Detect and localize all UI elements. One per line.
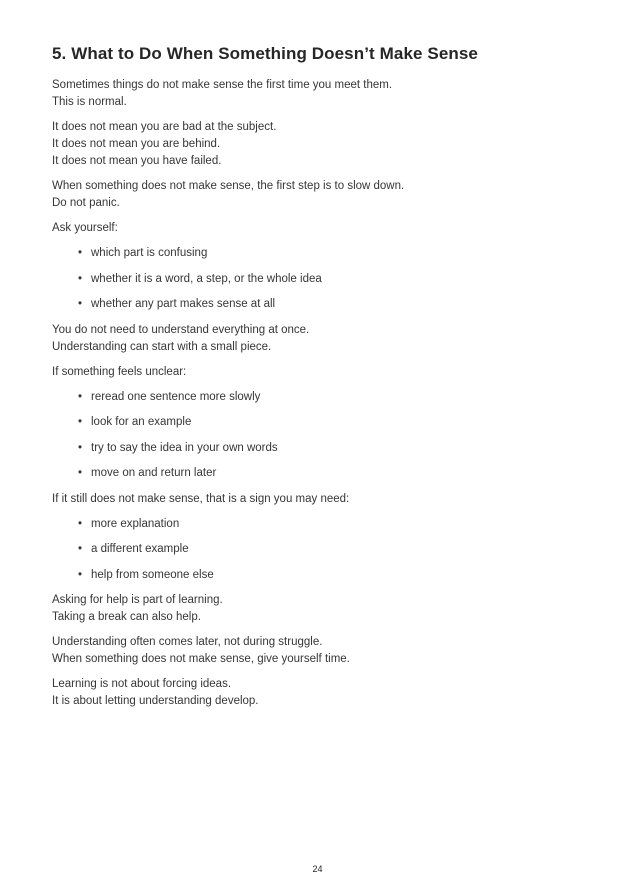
paragraph [52,364,583,381]
bullet-icon: • [78,390,83,403]
page-number: 24 [312,864,323,874]
list-item-text: whether any part makes sense at all [91,298,276,310]
paragraph [52,491,583,508]
paragraph-line: Taking a break can also help. [52,611,201,623]
paragraph-line: Sometimes things do not make sense the first time you meet them. [52,79,393,91]
section-heading: 5. What to Do When Something Doesn’t Make Sense [52,44,478,63]
document-body [52,77,583,710]
bullet-icon: • [78,568,83,581]
list-item [78,271,583,288]
bullet-icon: • [78,517,83,530]
list-item [78,296,583,313]
paragraph-line: Learning is not about forcing ideas. [52,678,232,690]
list-item [78,245,583,262]
list-item [78,541,583,558]
paragraph-line: When something does not make sense, the first step is to slow down. [52,180,405,192]
paragraph [52,77,583,111]
bullet-icon: • [78,247,83,259]
list-item-text: look for an example [91,416,192,428]
paragraph-line: Ask yourself: [52,222,118,234]
list-item-text: move on and return later [91,467,217,479]
paragraph-line: Asking for help is part of learning. [52,594,223,606]
paragraph [52,676,583,710]
list-item [78,567,583,584]
paragraph-line: It is about letting understanding develop. [52,695,259,707]
paragraph [52,592,583,626]
list-item [78,440,583,457]
list-item [78,414,583,431]
paragraph [52,634,583,668]
bullet-list [52,245,583,313]
paragraph [52,220,583,237]
list-item-text: help from someone else [91,568,214,581]
list-item-text: reread one sentence more slowly [91,390,261,403]
bullet-icon: • [78,467,83,479]
bullet-list [52,516,583,584]
paragraph-line: It does not mean you have failed. [52,155,222,167]
paragraph-line: You do not need to understand everything at once. [52,323,310,336]
list-item [78,516,583,533]
bullet-icon: • [78,543,83,555]
list-item [78,465,583,482]
list-item-text: a different example [91,543,189,555]
bullet-list [52,389,583,483]
paragraph-line: Understanding often comes later, not during struggle. [52,636,323,648]
list-item [78,389,583,406]
paragraph-line: It does not mean you are bad at the subject. [52,121,277,133]
paragraph-line: When something does not make sense, give yourself time. [52,653,350,665]
paragraph-line: It does not mean you are behind. [52,138,221,150]
paragraph-line: Do not panic. [52,197,120,209]
paragraph [52,178,583,212]
paragraph-line: This is normal. [52,96,127,108]
paragraph [52,322,583,356]
bullet-icon: • [78,441,83,454]
bullet-icon: • [78,416,83,428]
list-item-text: try to say the idea in your own words [91,441,278,454]
paragraph-line: If it still does not make sense, that is a sign you may need: [52,492,350,505]
list-item-text: whether it is a word, a step, or the whole idea [91,272,322,285]
paragraph-line: If something feels unclear: [52,365,187,378]
bullet-icon: • [78,272,83,285]
bullet-icon: • [78,298,83,310]
paragraph [52,119,583,170]
list-item-text: more explanation [91,517,180,530]
paragraph-line: Understanding can start with a small piece. [52,340,272,353]
list-item-text: which part is confusing [91,247,208,259]
